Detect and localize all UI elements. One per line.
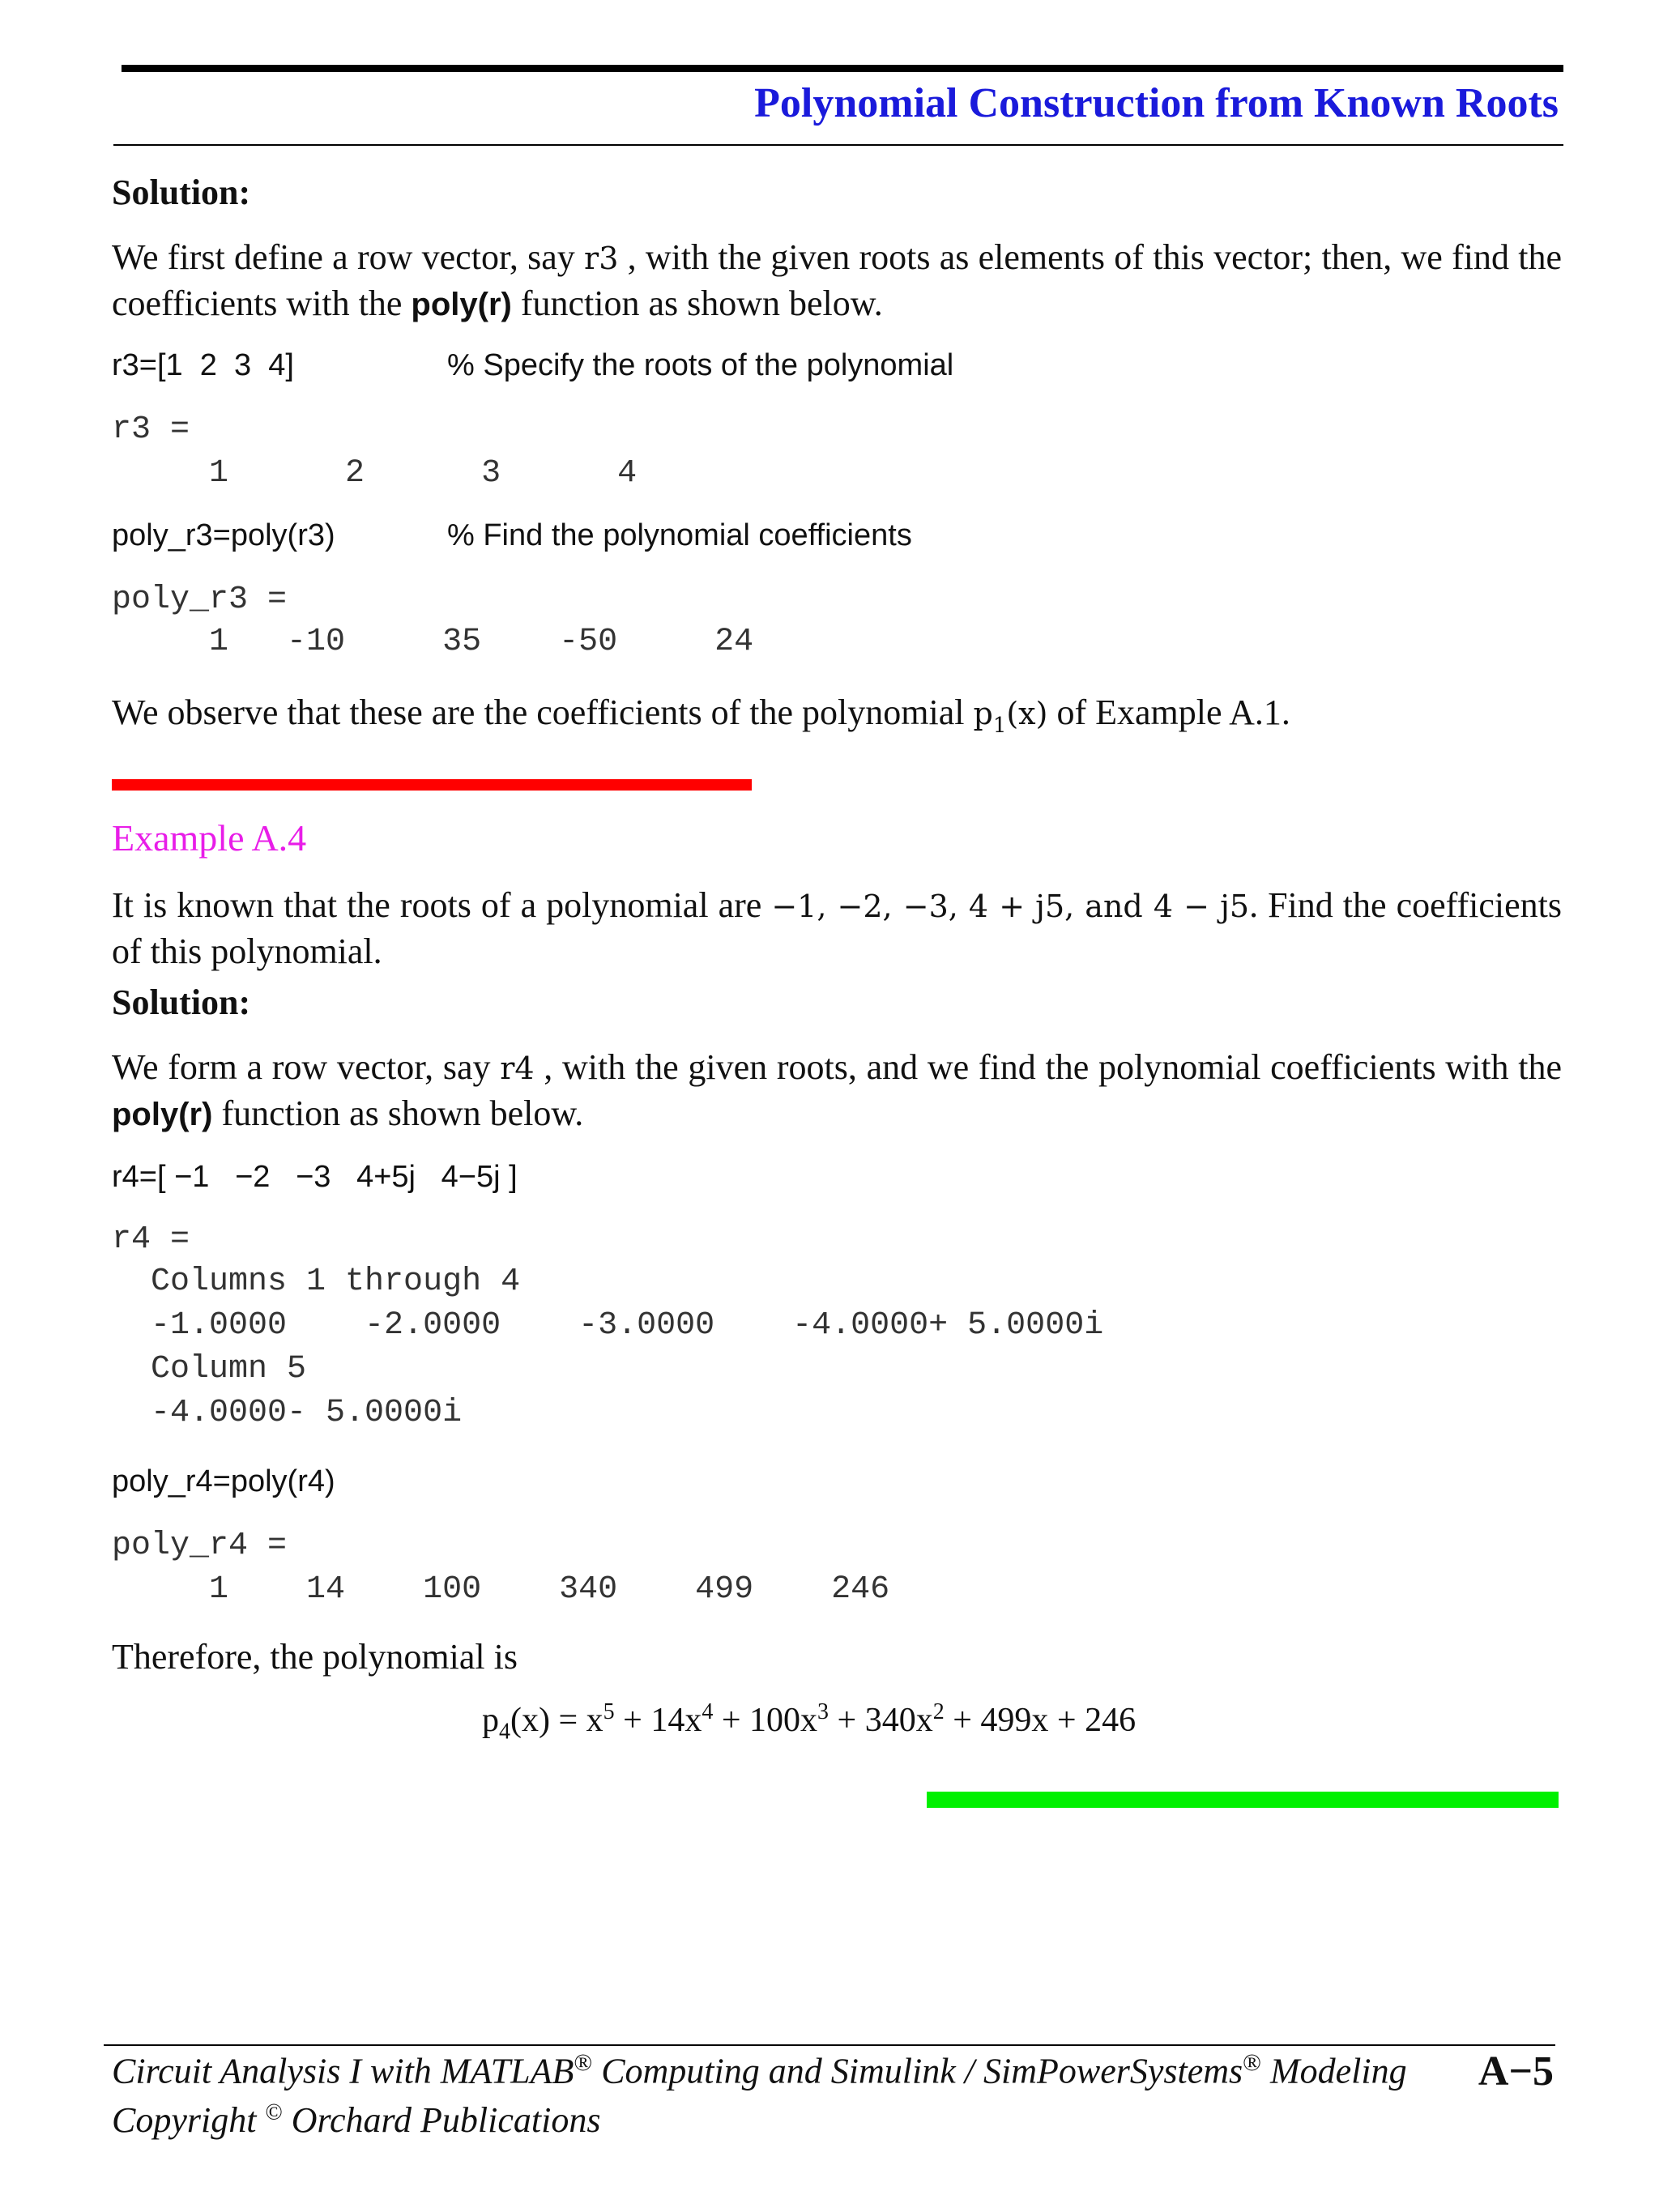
eq-symbol: p <box>482 1702 499 1739</box>
math-subscript: 1 <box>992 713 1007 738</box>
output-label-poly-r4: poly_r4 = <box>112 1528 288 1564</box>
code-input-poly-r4: poly_r4=poly(r4) <box>112 1464 335 1498</box>
footer-text: Orchard Publications <box>282 2100 601 2140</box>
text-span: function as shown below. <box>511 283 883 323</box>
output-label-r4: r4 = <box>112 1221 190 1258</box>
output-line-columns: Columns 1 through 4 <box>112 1264 521 1300</box>
roots-list: −1, −2, −3, 4 + j5, and 4 − j5 <box>771 889 1250 924</box>
code-comment-1: % Specify the roots of the polynomial <box>447 348 954 382</box>
eq-exponent: 4 <box>702 1699 714 1724</box>
eq-subscript: 4 <box>499 1719 510 1745</box>
paragraph-observe <box>112 690 1562 748</box>
footer-copyright <box>112 2099 600 2141</box>
output-values-poly-r4: 1 14 100 340 499 246 <box>112 1571 890 1608</box>
code-input-r3: r3=[1 2 3 4] <box>112 348 294 382</box>
code-input-r4: r4=[ −1 −2 −3 4+5j 4−5j ] <box>112 1160 518 1194</box>
page-number: A−5 <box>1478 2048 1554 2095</box>
paragraph-form-vector <box>112 1045 1562 1137</box>
output-label-r3: r3 = <box>112 411 190 448</box>
footer-text: Circuit Analysis I with MATLAB <box>112 2051 574 2091</box>
eq-term: + 499x + 246 <box>944 1702 1137 1739</box>
eq-term: + 14x <box>614 1702 702 1739</box>
footer-rule <box>104 2044 1555 2046</box>
text-span: of Example A.1. <box>1047 693 1290 732</box>
text-span: We form a row vector, say <box>112 1047 501 1087</box>
function-name: poly(r) <box>411 287 512 322</box>
footer-book-title <box>112 2049 1407 2092</box>
solution-heading-1: Solution: <box>112 173 251 212</box>
eq-exponent: 2 <box>932 1699 945 1724</box>
eq-term: + 340x <box>829 1702 933 1739</box>
code-comment-2: % Find the polynomial coefficients <box>447 518 912 552</box>
math-symbol: p <box>973 696 993 731</box>
output-line-column5: Column 5 <box>112 1351 307 1387</box>
output-values-poly-r3: 1 -10 35 -50 24 <box>112 624 754 660</box>
code-input-poly-r3: poly_r3=poly(r3) <box>112 518 335 552</box>
footer-text: Computing and Simulink / SimPowerSystems <box>592 2051 1243 2091</box>
copyright-mark: © <box>265 2099 283 2125</box>
math-symbol: (x) <box>1006 696 1048 731</box>
output-line-value5: -4.0000- 5.0000i <box>112 1395 463 1431</box>
variable-r3: r3 <box>584 241 619 276</box>
polynomial-equation <box>482 1699 1136 1745</box>
text-span: We first define a row vector, say <box>112 237 585 277</box>
header-rule <box>113 144 1563 146</box>
text-span: , with the given roots, and we find the polynomial coefficients with the <box>534 1047 1562 1087</box>
paragraph-intro <box>112 235 1562 327</box>
footer-text: Modeling <box>1260 2051 1407 2091</box>
output-line-values: -1.0000 -2.0000 -3.0000 -4.0000+ 5.0000i <box>112 1307 1104 1344</box>
registered-mark: ® <box>574 2049 593 2076</box>
output-values-r3: 1 2 3 4 <box>112 455 638 492</box>
paragraph-therefore: Therefore, the polynomial is <box>112 1637 518 1677</box>
eq-exponent: 5 <box>603 1699 615 1724</box>
text-span: , with the given roots as elements of this vector; then, we find the coefficients with the <box>112 237 1562 323</box>
example-statement <box>112 883 1562 974</box>
red-divider-bar <box>112 779 752 791</box>
eq-exponent: 3 <box>817 1699 830 1724</box>
solution-heading-2: Solution: <box>112 982 251 1022</box>
footer-text: Copyright <box>112 2100 266 2140</box>
page-header-title: Polynomial Construction from Known Roots <box>754 80 1559 126</box>
green-end-bar <box>927 1792 1559 1808</box>
text-span: function as shown below. <box>212 1093 584 1133</box>
text-span: . Find the coefficients of this polynomial. <box>112 885 1563 971</box>
example-title: Example A.4 <box>112 817 307 859</box>
text-span: It is known that the roots of a polynomial are <box>112 885 772 925</box>
function-name: poly(r) <box>112 1097 213 1132</box>
eq-term: (x) = x <box>510 1702 603 1739</box>
output-label-poly-r3: poly_r3 = <box>112 582 288 618</box>
registered-mark: ® <box>1243 2049 1261 2076</box>
text-span: We observe that these are the coefficients of the polynomial <box>112 693 974 732</box>
eq-term: + 100x <box>713 1702 818 1739</box>
variable-r4: r4 <box>500 1051 535 1086</box>
top-rule <box>122 65 1563 72</box>
